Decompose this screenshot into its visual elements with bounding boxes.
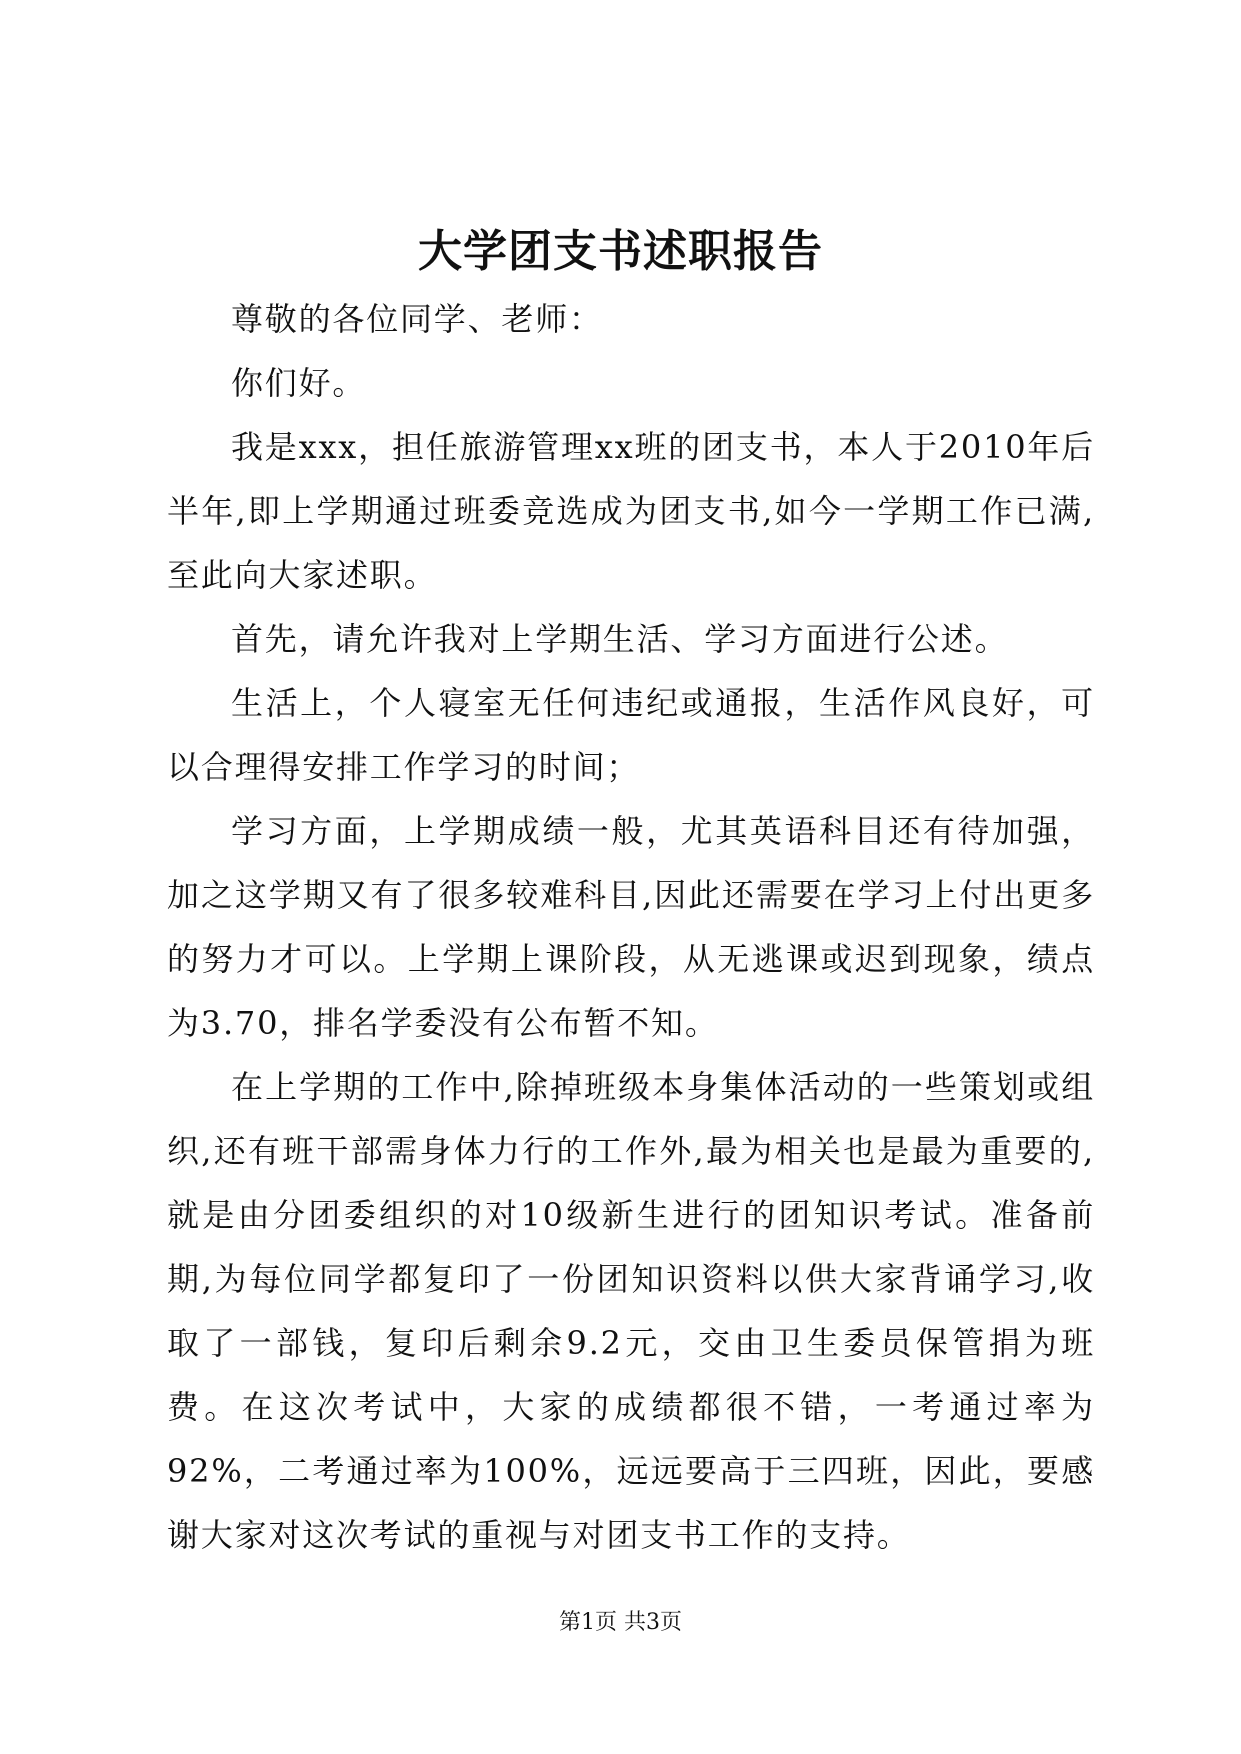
document-body xyxy=(167,287,1095,1567)
page-number-footer: 第1页 共3页 xyxy=(559,1610,682,1635)
paragraph-introduction: 我是xxx，担任旅游管理xx班的团支书，本人于2010年后半年,即上学期通过班委竞选成为团支书,如今一学期工作已满,至此向大家述职。 xyxy=(167,428,1095,594)
paragraph-life: 生活上，个人寝室无任何违纪或通报，生活作风良好，可以合理得安排工作学习的时间； xyxy=(167,684,1095,786)
paragraph-work: 在上学期的工作中,除掉班级本身集体活动的一些策划或组织,还有班干部需身体力行的工作外,最为相关也是最为重要的,就是由分团委组织的对10级新生进行的团知识考试。准备前期,为每位同学都复印了一份团知识资料以供大家背诵学习,收取了一部钱，复印后剩余9.2元，交由卫生委员保管捐为班费。在这次考试中，大家的成绩都很不错，一考通过率为92%，二考通过率为100%，远远要高于三四班，因此，要感谢大家对这次考试的重视与对团支书工作的支持。 xyxy=(167,1068,1095,1554)
document-title: 大学团支书述职报告 xyxy=(418,226,823,277)
paragraph-greeting: 你们好。 xyxy=(231,364,367,402)
paragraph-overview: 首先，请允许我对上学期生活、学习方面进行公述。 xyxy=(231,620,1009,658)
paragraph-study: 学习方面，上学期成绩一般，尤其英语科目还有待加强，加之这学期又有了很多较难科目,因此还需要在学习上付出更多的努力才可以。上学期上课阶段，从无逃课或迟到现象，绩点为3.70，排名学委没有公布暂不知。 xyxy=(167,812,1095,1042)
paragraph-salutation: 尊敬的各位同学、老师： xyxy=(231,300,603,338)
